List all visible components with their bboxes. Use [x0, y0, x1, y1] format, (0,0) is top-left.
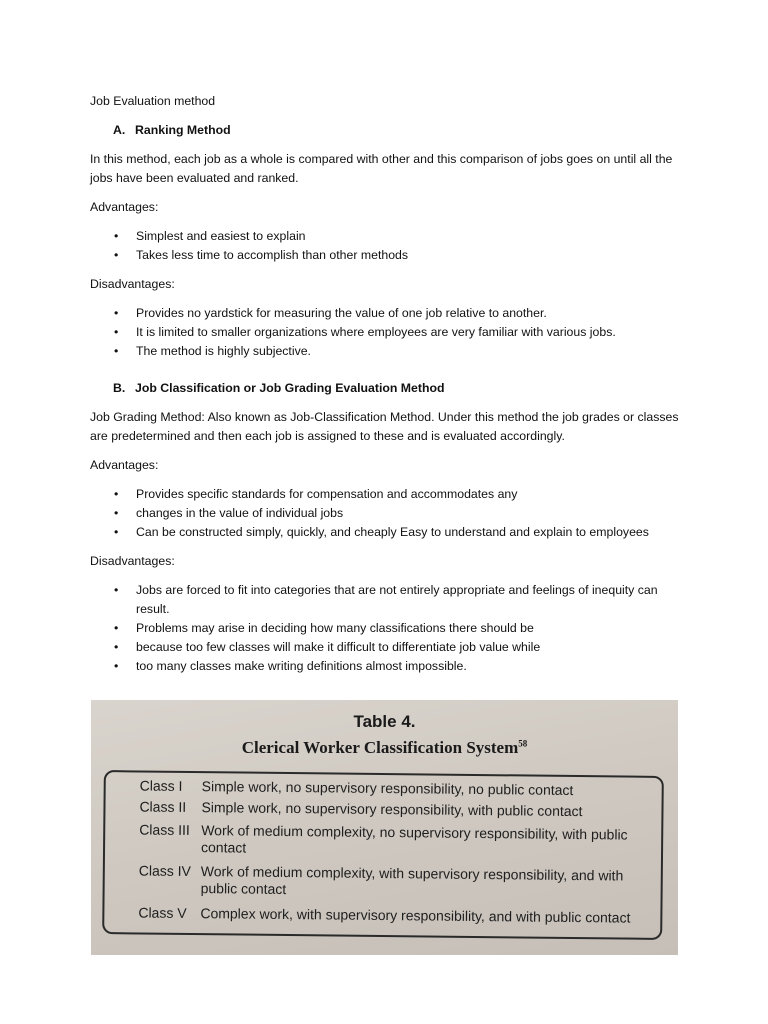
document-body	[90, 92, 690, 686]
class-description: Simple work, no supervisory responsibility, no public contact	[201, 778, 574, 798]
section-b-advantages-list	[90, 485, 690, 542]
table-title: Table 4.	[353, 712, 416, 731]
table-row	[139, 798, 649, 820]
class-description: Simple work, no supervisory responsibility, with public contact	[201, 799, 583, 820]
class-description: Work of medium complexity, with supervisory responsibility, and with public contact	[200, 863, 624, 897]
section-a-advantages-label: Advantages:	[90, 200, 159, 214]
section-a-advantages-list	[90, 227, 690, 265]
table-subtitle-text: Clerical Worker Classification System	[241, 738, 519, 757]
table-row	[139, 821, 649, 860]
list-item: • Jobs are forced to fit into categories that are not entirely appropriate and feelings of inequity can result.	[90, 581, 690, 619]
class-label: Class V	[138, 904, 187, 921]
table-subtitle	[91, 738, 678, 758]
section-b-heading	[90, 379, 690, 398]
section-a-title: Ranking Method	[135, 123, 231, 137]
list-item: • too many classes make writing definitions almost impossible.	[90, 657, 690, 676]
section-b-letter: B.	[113, 381, 126, 395]
list-item: • changes in the value of individual jobs	[90, 504, 690, 523]
list-item: • Provides specific standards for compensation and accommodates any	[90, 485, 690, 504]
table-subtitle-ref: 58	[518, 738, 528, 749]
section-b-title: Job Classification or Job Grading Evaluation Method	[135, 381, 445, 395]
table-photo: ​ Table 4. Clerical Worker Classification System$^{58}$ Class I Simple work, no supervisory responsibility, no public contact Class II Simple work, no supervisory responsibility, with public contact Class III Work of medium complexity, no supervisory responsibility, with public contact Class IV Work of medium complexity, with supervisory responsibility, and with public contact Class V Complex work, with supervisory responsibility, and with public contact	[91, 700, 678, 955]
class-label: Class I	[139, 777, 183, 794]
list-item: • Takes less time to accomplish than other methods	[90, 246, 690, 265]
section-b-intro: Job Grading Method: Also known as Job-Classification Method. Under this method the job grades or classes are predetermined and then each job is assigned to these and is evaluated accordingly.	[90, 410, 679, 443]
class-description: Complex work, with supervisory responsibility, and with public contact	[200, 905, 631, 926]
class-label: Class IV	[138, 862, 192, 879]
table-row	[138, 904, 648, 926]
classification-table	[102, 770, 664, 940]
section-a-intro: In this method, each job as a whole is compared with other and this comparison of jobs goes on until all the jobs have been evaluated and ranked.	[90, 152, 673, 185]
class-label: Class III	[139, 821, 190, 838]
list-item: • because too few classes will make it difficult to differentiate job value while	[90, 638, 690, 657]
section-b-disadvantages-list	[90, 581, 690, 676]
section-b-advantages-label: Advantages:	[90, 458, 159, 472]
list-item: • Problems may arise in deciding how many classifications there should be	[90, 619, 690, 638]
section-a-disadvantages-label: Disadvantages:	[90, 277, 175, 291]
list-item: • Can be constructed simply, quickly, and cheaply Easy to understand and explain to employees	[90, 523, 690, 542]
class-description: Work of medium complexity, no supervisory responsibility, with public contact	[200, 822, 628, 856]
table-row	[139, 862, 649, 901]
list-item: • The method is highly subjective.	[90, 342, 690, 361]
class-label: Class II	[139, 798, 187, 815]
section-a-letter: A.	[113, 123, 126, 137]
list-item: • It is limited to smaller organizations where employees are very familiar with various jobs.	[90, 323, 690, 342]
table-row	[140, 777, 650, 799]
section-a-disadvantages-list	[90, 304, 690, 361]
list-item: • Provides no yardstick for measuring the value of one job relative to another.	[90, 304, 690, 323]
section-a-heading	[90, 121, 690, 140]
list-item: • Simplest and easiest to explain	[90, 227, 690, 246]
section-b-disadvantages-label: Disadvantages:	[90, 554, 175, 568]
document-title: Job Evaluation method	[90, 94, 216, 108]
